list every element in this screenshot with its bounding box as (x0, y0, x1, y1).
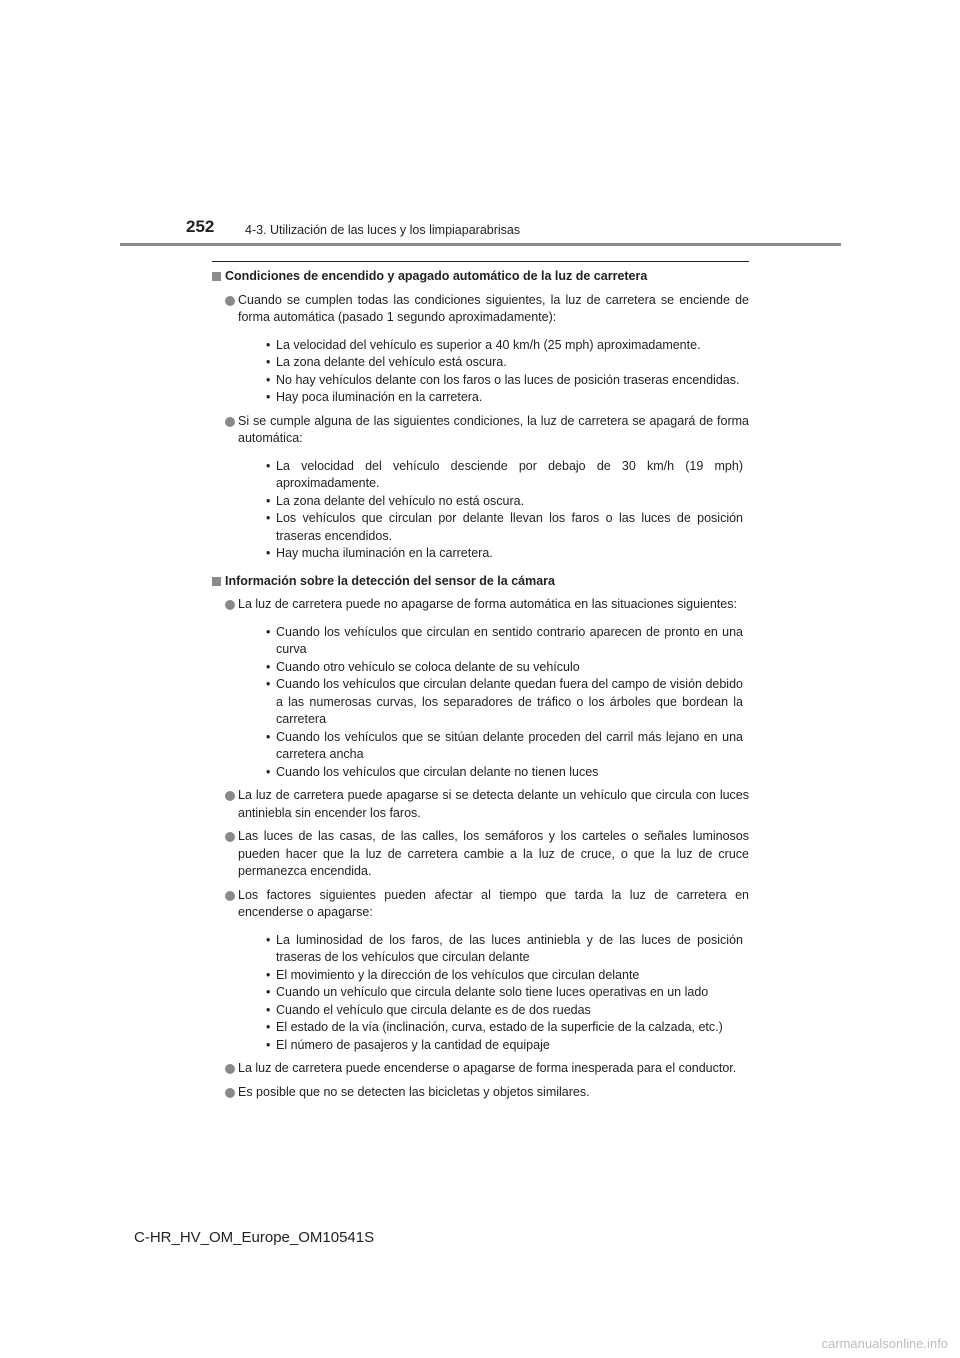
square-bullet-icon (212, 577, 221, 586)
sub-list-item: • La zona delante del vehículo está oscura. (238, 354, 749, 372)
list-item-text: La luz de carretera puede encenderse o apagarse de forma inesperada para el conductor. (238, 1061, 737, 1075)
sub-list-item: • Cuando un vehículo que circula delante solo tiene luces operativas en un lado (238, 984, 749, 1002)
section-heading (212, 268, 749, 286)
sub-list-item: • Cuando los vehículos que se sitúan delante proceden del carril más lejano en una carretera ancha (238, 729, 749, 764)
watermark: carmanualsonline.info (821, 1336, 948, 1351)
sub-list-item: • Los vehículos que circulan por delante llevan los faros o las luces de posición traseras encendidos. (238, 510, 749, 545)
list-item (212, 413, 749, 563)
section-heading-text: Condiciones de encendido y apagado automático de la luz de carretera (225, 269, 648, 283)
sub-list (238, 624, 749, 782)
sub-list-item: • No hay vehículos delante con los faros o las luces de posición traseras encendidas. (238, 372, 749, 390)
page-number: 252 (186, 217, 215, 236)
sub-list-item: • Cuando los vehículos que circulan delante quedan fuera del campo de visión debido a las numerosas curvas, los separadores de tráfico o los árboles que bordean la carretera (238, 676, 749, 729)
sub-list-item: • El número de pasajeros y la cantidad de equipaje (238, 1037, 749, 1055)
section-heading-text: Información sobre la detección del sensor de la cámara (225, 573, 555, 588)
list-item-text: Las luces de las casas, de las calles, los semáforos y los carteles o señales luminosos pueden hacer que la luz de carretera cambie a la luz de cruce, o que la luz de cruce permanezca encendida. (238, 829, 749, 878)
list-item-text: Es posible que no se detecten las bicicletas y objetos similares. (238, 1084, 590, 1099)
list-item-text: Los factores siguientes pueden afectar al tiempo que tarda la luz de carretera en encenderse o apagarse: (238, 887, 749, 919)
circle-bullet-icon (225, 791, 235, 801)
list-item-text: Cuando se cumplen todas las condiciones siguientes, la luz de carretera se enciende de forma automática (pasado 1 segundo aproximadamente): (238, 292, 749, 324)
sub-list-item: • Cuando los vehículos que circulan delante no tienen luces (238, 764, 749, 782)
list-item-text: La luz de carretera puede no apagarse de forma automática en las situaciones siguientes: (238, 597, 737, 611)
sub-list-item: • La luminosidad de los faros, de las luces antiniebla y de las luces de posición traseras de los vehículos que circulan delante (238, 932, 749, 967)
circle-bullet-icon (225, 1088, 235, 1098)
circle-bullet-icon (225, 296, 235, 306)
sub-list-item: • La velocidad del vehículo es superior a 40 km/h (25 mph) aproximadamente. (238, 337, 749, 355)
sub-list-item: • Hay poca iluminación en la carretera. (238, 389, 749, 407)
sub-list-item: • El estado de la vía (inclinación, curva, estado de la superficie de la calzada, etc.) (238, 1019, 749, 1037)
sub-list (238, 458, 749, 563)
list-item (212, 1060, 749, 1078)
content-body (212, 268, 749, 1107)
list-item (212, 596, 749, 781)
content-top-rule (212, 261, 749, 262)
list-item (212, 292, 749, 407)
circle-bullet-icon (225, 417, 235, 427)
sub-list-item: • Cuando el vehículo que circula delante es de dos ruedas (238, 1002, 749, 1020)
list-item (212, 1084, 749, 1102)
section-title: 4-3. Utilización de las luces y los limpiaparabrisas (245, 223, 521, 237)
circle-bullet-icon (225, 600, 235, 610)
list-item-text: Si se cumple alguna de las siguientes condiciones, la luz de carretera se apagará de forma automática: (238, 413, 749, 445)
list-item (212, 787, 749, 822)
sub-list-item: • Cuando otro vehículo se coloca delante de su vehículo (238, 659, 749, 677)
sub-list (238, 337, 749, 407)
sub-list (238, 932, 749, 1055)
square-bullet-icon (212, 272, 221, 281)
document-id: C-HR_HV_OM_Europe_OM10541S (134, 1229, 375, 1246)
circle-bullet-icon (225, 832, 235, 842)
sub-list-item: • Cuando los vehículos que circulan en sentido contrario aparecen de pronto en una curva (238, 624, 749, 659)
sub-list-item: • Hay mucha iluminación en la carretera. (238, 545, 749, 563)
sub-list-item: • La velocidad del vehículo desciende por debajo de 30 km/h (19 mph) aproximadamente. (238, 458, 749, 493)
header-rule (120, 243, 841, 246)
circle-bullet-icon (225, 891, 235, 901)
circle-bullet-icon (225, 1064, 235, 1074)
list-item-text: La luz de carretera puede apagarse si se detecta delante un vehículo que circula con luces antiniebla sin encender los faros. (238, 788, 749, 820)
sub-list-item: • La zona delante del vehículo no está oscura. (238, 493, 749, 511)
list-item (212, 828, 749, 881)
sub-list-item: • El movimiento y la dirección de los vehículos que circulan delante (238, 967, 749, 985)
list-item (212, 887, 749, 1055)
section-heading (212, 573, 749, 591)
